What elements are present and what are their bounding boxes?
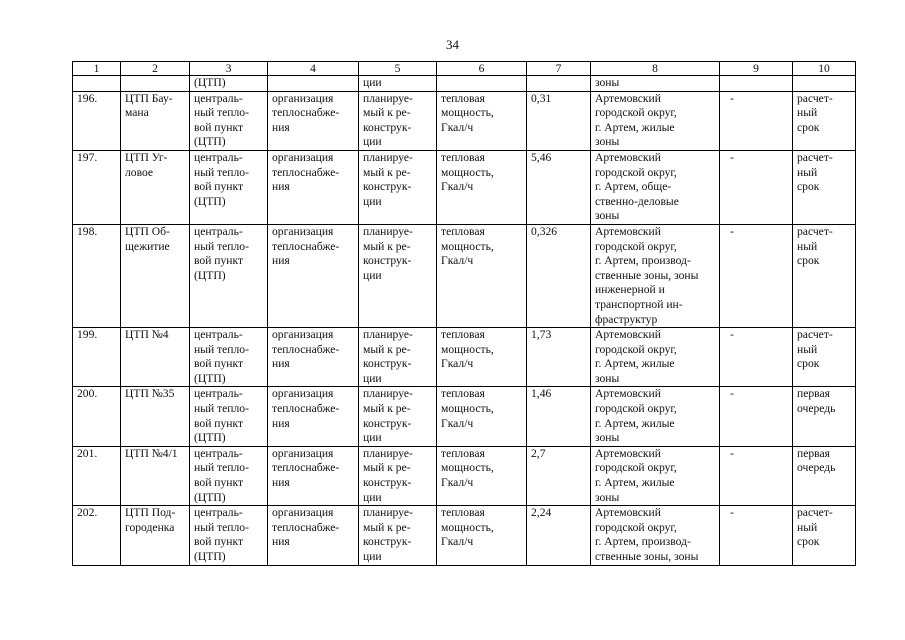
column-number: 2	[121, 62, 190, 76]
table-row	[73, 328, 856, 387]
location-cell: Артемовский городской округ, г. Артем, производ- ственные зоны, зоны	[591, 506, 720, 565]
object-name-cell: ЦТП Бау- мана	[121, 91, 190, 150]
table-row	[73, 446, 856, 505]
row-number-cell: 202.	[73, 506, 121, 565]
column-number: 5	[359, 62, 437, 76]
zone-cell: -	[720, 224, 793, 327]
term-cell: расчет- ный срок	[793, 224, 856, 327]
object-name-cell: ЦТП №35	[121, 387, 190, 446]
table-cell	[268, 76, 359, 92]
zone-cell: -	[720, 506, 793, 565]
characteristic-cell: тепловая мощность, Гкал/ч	[437, 328, 527, 387]
table-cell: зоны	[591, 76, 720, 92]
purpose-cell: организация теплоснабже- ния	[268, 446, 359, 505]
table-cell	[527, 76, 591, 92]
column-number: 8	[591, 62, 720, 76]
term-cell: первая очередь	[793, 446, 856, 505]
table-cell	[793, 76, 856, 92]
term-cell: первая очередь	[793, 387, 856, 446]
status-cell: планируе- мый к ре- конструк- ции	[359, 224, 437, 327]
column-number-row	[73, 62, 856, 76]
status-cell: планируе- мый к ре- конструк- ции	[359, 91, 437, 150]
object-type-cell: централь- ный тепло- вой пункт (ЦТП)	[190, 506, 268, 565]
column-number: 7	[527, 62, 591, 76]
object-type-cell: централь- ный тепло- вой пункт (ЦТП)	[190, 91, 268, 150]
row-number-cell: 200.	[73, 387, 121, 446]
characteristic-cell: тепловая мощность, Гкал/ч	[437, 446, 527, 505]
zone-cell: -	[720, 91, 793, 150]
object-name-cell: ЦТП Под- городенка	[121, 506, 190, 565]
characteristic-cell: тепловая мощность, Гкал/ч	[437, 150, 527, 224]
table-row	[73, 224, 856, 327]
row-number-cell: 199.	[73, 328, 121, 387]
table-row	[73, 91, 856, 150]
value-cell: 1,46	[527, 387, 591, 446]
table-cell: ции	[359, 76, 437, 92]
characteristic-cell: тепловая мощность, Гкал/ч	[437, 387, 527, 446]
status-cell: планируе- мый к ре- конструк- ции	[359, 387, 437, 446]
purpose-cell: организация теплоснабже- ния	[268, 328, 359, 387]
column-number: 1	[73, 62, 121, 76]
zone-cell: -	[720, 387, 793, 446]
column-number: 6	[437, 62, 527, 76]
row-number-cell: 196.	[73, 91, 121, 150]
table-cell	[720, 76, 793, 92]
location-cell: Артемовский городской округ, г. Артем, жилые зоны	[591, 387, 720, 446]
term-cell: расчет- ный срок	[793, 328, 856, 387]
object-type-cell: централь- ный тепло- вой пункт (ЦТП)	[190, 224, 268, 327]
object-type-cell: централь- ный тепло- вой пункт (ЦТП)	[190, 328, 268, 387]
object-name-cell: ЦТП Об- щежитие	[121, 224, 190, 327]
location-cell: Артемовский городской округ, г. Артем, жилые зоны	[591, 328, 720, 387]
status-cell: планируе- мый к ре- конструк- ции	[359, 150, 437, 224]
page-number: 34	[446, 37, 459, 52]
term-cell: расчет- ный срок	[793, 150, 856, 224]
value-cell: 1,73	[527, 328, 591, 387]
term-cell: расчет- ный срок	[793, 91, 856, 150]
zone-cell: -	[720, 446, 793, 505]
value-cell: 2,24	[527, 506, 591, 565]
purpose-cell: организация теплоснабже- ния	[268, 91, 359, 150]
purpose-cell: организация теплоснабже- ния	[268, 150, 359, 224]
table-row	[73, 150, 856, 224]
location-cell: Артемовский городской округ, г. Артем, производ- ственные зоны, зоны инженерной и транспортной ин- фраструктур	[591, 224, 720, 327]
characteristic-cell: тепловая мощность, Гкал/ч	[437, 224, 527, 327]
location-cell: Артемовский городской округ, г. Артем, жилые зоны	[591, 91, 720, 150]
status-cell: планируе- мый к ре- конструк- ции	[359, 328, 437, 387]
table-body	[73, 76, 856, 566]
value-cell: 0,326	[527, 224, 591, 327]
row-number-cell: 197.	[73, 150, 121, 224]
row-number-cell: 201.	[73, 446, 121, 505]
row-number-cell: 198.	[73, 224, 121, 327]
object-name-cell: ЦТП Уг- ловое	[121, 150, 190, 224]
table-cell	[437, 76, 527, 92]
continuation-row	[73, 76, 856, 92]
value-cell: 2,7	[527, 446, 591, 505]
table-cell: (ЦТП)	[190, 76, 268, 92]
location-cell: Артемовский городской округ, г. Артем, обще- ственно-деловые зоны	[591, 150, 720, 224]
value-cell: 5,46	[527, 150, 591, 224]
object-name-cell: ЦТП №4/1	[121, 446, 190, 505]
column-number: 4	[268, 62, 359, 76]
purpose-cell: организация теплоснабже- ния	[268, 224, 359, 327]
table-row	[73, 506, 856, 565]
column-number: 10	[793, 62, 856, 76]
characteristic-cell: тепловая мощность, Гкал/ч	[437, 91, 527, 150]
object-type-cell: централь- ный тепло- вой пункт (ЦТП)	[190, 387, 268, 446]
objects-table	[72, 61, 856, 566]
object-name-cell: ЦТП №4	[121, 328, 190, 387]
column-number: 9	[720, 62, 793, 76]
status-cell: планируе- мый к ре- конструк- ции	[359, 506, 437, 565]
characteristic-cell: тепловая мощность, Гкал/ч	[437, 506, 527, 565]
column-number: 3	[190, 62, 268, 76]
object-type-cell: централь- ный тепло- вой пункт (ЦТП)	[190, 150, 268, 224]
table-cell	[73, 76, 121, 92]
status-cell: планируе- мый к ре- конструк- ции	[359, 446, 437, 505]
table-row	[73, 387, 856, 446]
location-cell: Артемовский городской округ, г. Артем, жилые зоны	[591, 446, 720, 505]
object-type-cell: централь- ный тепло- вой пункт (ЦТП)	[190, 446, 268, 505]
table-cell	[121, 76, 190, 92]
zone-cell: -	[720, 328, 793, 387]
zone-cell: -	[720, 150, 793, 224]
value-cell: 0,31	[527, 91, 591, 150]
purpose-cell: организация теплоснабже- ния	[268, 387, 359, 446]
purpose-cell: организация теплоснабже- ния	[268, 506, 359, 565]
term-cell: расчет- ный срок	[793, 506, 856, 565]
